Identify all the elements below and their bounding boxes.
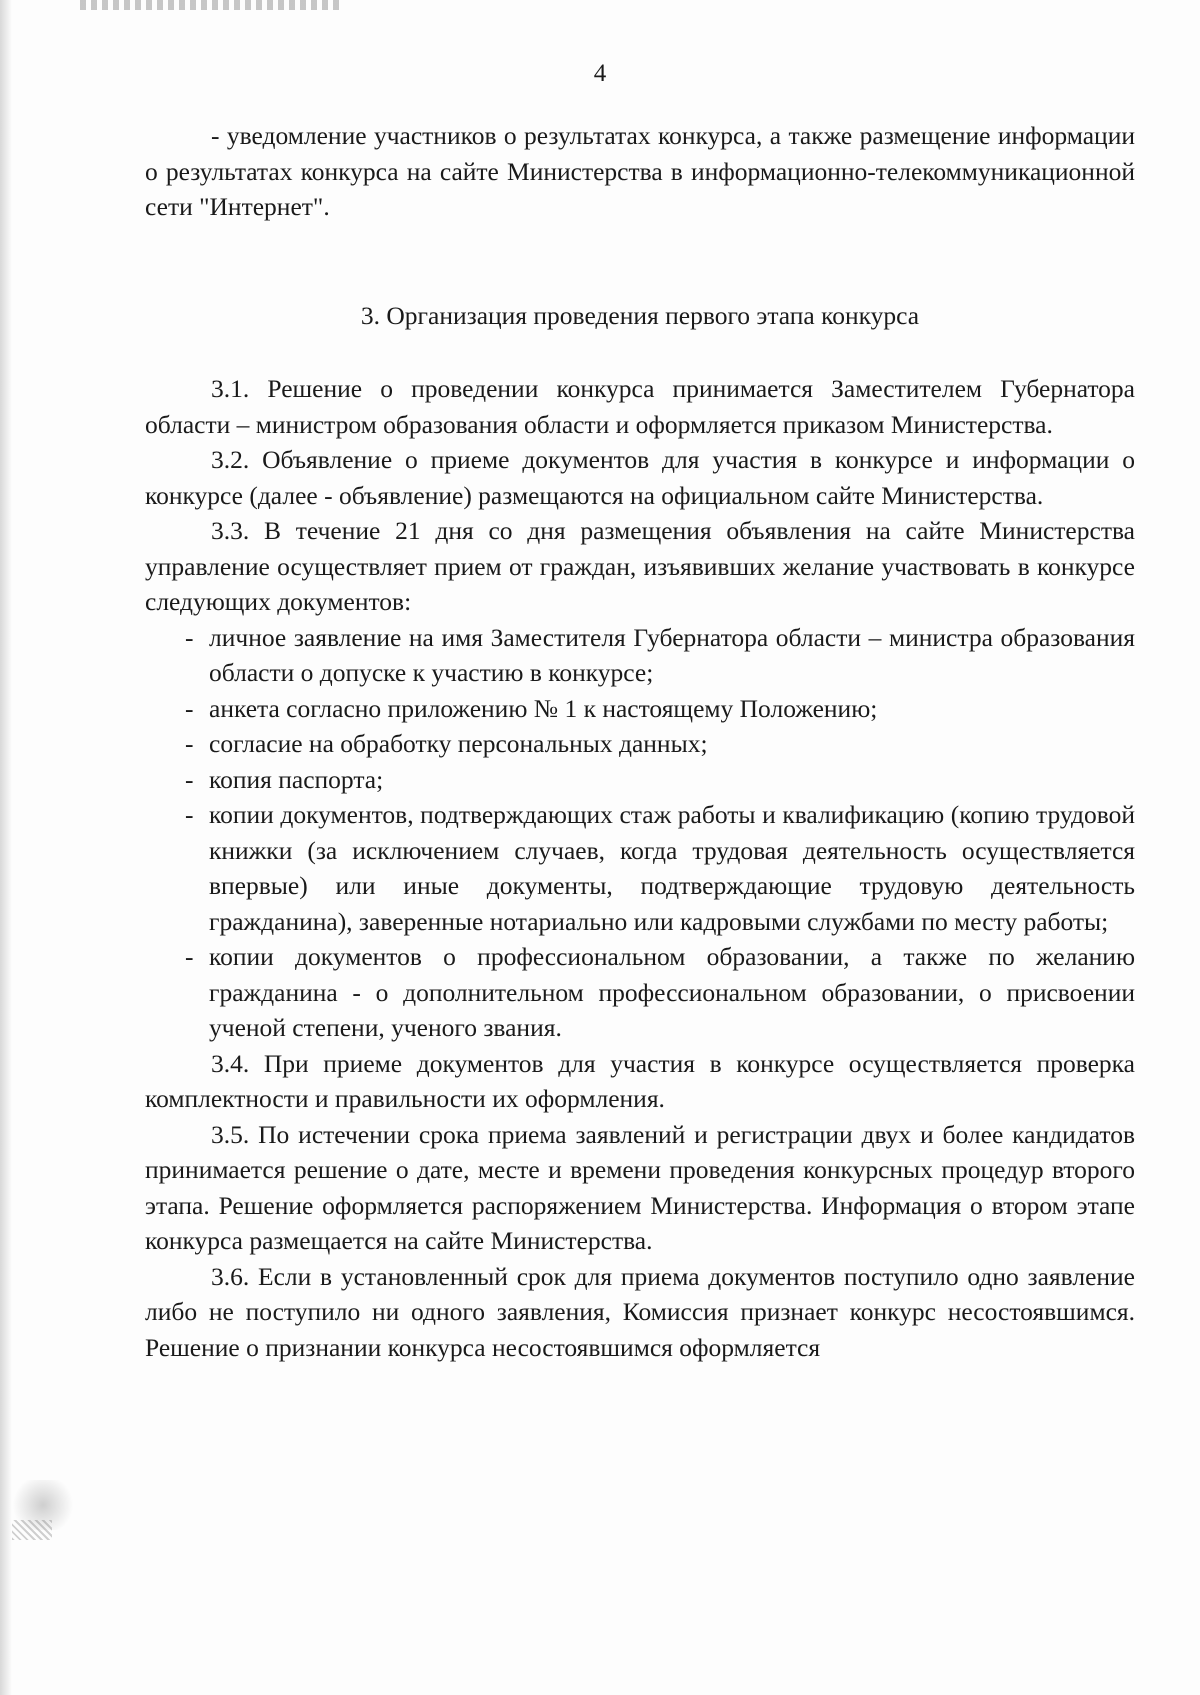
paragraph-3-1: 3.1. Решение о проведении конкурса принимается Заместителем Губернатора области – министром образования области и оформляется приказом Министерства.: [145, 374, 1135, 439]
list-item-text: согласие на обработку персональных данных;: [209, 729, 708, 758]
list-item: [145, 691, 1135, 727]
page-number: 4: [593, 60, 607, 87]
list-dash: -: [185, 800, 194, 829]
paragraph-3-5: 3.5. По истечении срока приема заявлений и регистрации двух и более кандидатов принимается решение о дате, месте и времени проведения конкурсных процедур второго этапа. Решение оформляется распоряжением Министерства. Информация о втором этапе конкурса размещается на сайте Министерства.: [145, 1119, 1135, 1255]
scan-top-noise: [80, 0, 340, 10]
scan-speck: [12, 1520, 52, 1540]
list-dash: -: [185, 764, 194, 794]
scan-edge-shadow: [0, 0, 12, 1695]
paragraph-3-6: 3.6. Если в установленный срок для приема документов поступило одно заявление либо не поступило ни одного заявления, Комиссия признает конкурс несостоявшимся. Решение о признании конкурса несостоявшимся оформляется: [145, 1261, 1135, 1362]
list-item: [145, 797, 1135, 939]
list-item: [145, 726, 1135, 762]
paragraph-3-2: 3.2. Объявление о приеме документов для участия в конкурсе и информации о конкурсе (далее - объявление) размещаются на официальном сайте Министерства.: [145, 445, 1135, 510]
list-item-text: копии документов, подтверждающих стаж работы и квалификацию (копию трудовой книжки (за исключением случаев, когда трудовая деятельность осуществляется впервые) или иные документы, подтверждающие трудовую деятельность гражданина), заверенные нотариально или кадровыми службами по месту работы;: [209, 800, 1135, 936]
list-dash: -: [185, 729, 194, 758]
list-item: [145, 939, 1135, 1046]
paragraph-3-4: 3.4. При приеме документов для участия в конкурсе осуществляется проверка комплектности и правильности их оформления.: [145, 1048, 1135, 1113]
list-dash: -: [185, 942, 194, 971]
intro-paragraph: - уведомление участников о результатах конкурса, а также размещение информации о результатах конкурса на сайте Министерства в информационно-телекоммуникационной сети "Интернет".: [145, 121, 1135, 221]
list-item: [145, 620, 1135, 691]
list-item-text: анкета согласно приложению № 1 к настоящему Положению;: [209, 693, 878, 723]
list-dash: -: [185, 693, 194, 723]
paragraph-3-3: 3.3. В течение 21 дня со дня размещения объявления на сайте Министерства управление осуществляет прием от граждан, изъявивших желание участвовать в конкурсе следующих документов:: [145, 516, 1135, 616]
list-item-text: копии документов о профессиональном образовании, а также по желанию гражданина - о дополнительном профессиональном образовании, о присвоении ученой степени, ученого звания.: [209, 942, 1135, 1042]
document-body: [145, 118, 1135, 1365]
section-title: 3. Организация проведения первого этапа конкурса: [360, 300, 920, 330]
documents-list: [145, 620, 1135, 1046]
list-dash: -: [185, 622, 194, 652]
list-item-text: личное заявление на имя Заместителя Губернатора области – министра образования области о допуске к участию в конкурсе;: [209, 622, 1135, 687]
list-item-text: копия паспорта;: [209, 764, 384, 794]
list-item: [145, 762, 1135, 798]
